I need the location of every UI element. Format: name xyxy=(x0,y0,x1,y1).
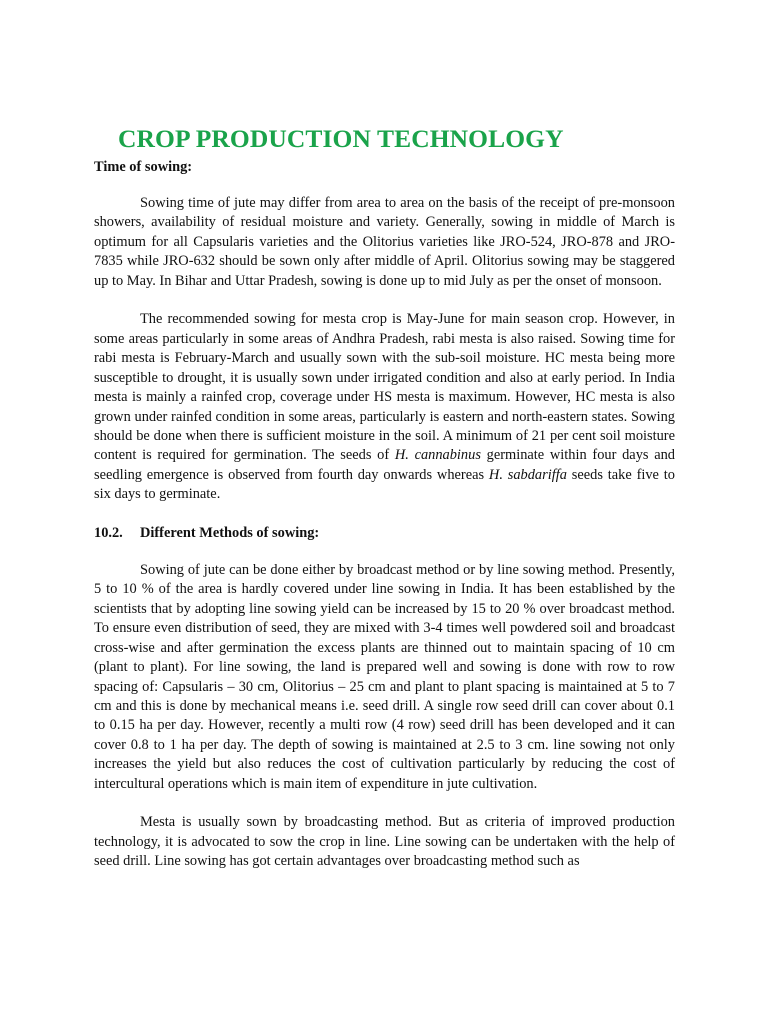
species-name: H. cannabinus xyxy=(394,447,481,464)
paragraph-jute-sowing-methods: Sowing of jute can be done either by broadcast method or by line sowing method. Presently, 5 to 10 % of the area is hardly covered under line sowing in India. It has been established by the scientists that by adopting line sowing yield can be increased by 15 to 20 % over broadcast method. To ensure even distribution of seed, they are mixed with 3-4 times well powdered soil and broadcast cross-wise and after germination the excess plants are thinned out to maintain spacing of 10 cm (plant to plant). For line sowing, the land is prepared well and sowing is done with row to row spacing of: Capsularis – 30 cm, Olitorius – 25 cm and plant to plant spacing is maintained at 5 to 7 cm and this is done by mechanical means i.e. seed drill. A single row seed drill can cover about 0.1 to 0.15 ha per day. However, recently a multi row (4 row) seed drill has been developed and it can cover 0.8 to 1 ha per day. The depth of sowing is maintained at 2.5 to 3 cm. line sowing not only increases the yield but also reduces the cost of cultivation particularly by reducing the cost of intercultural operations which is main item of expenditure in jute cultivation. xyxy=(94,561,675,792)
document-title: CROP PRODUCTION TECHNOLOGY xyxy=(118,124,564,153)
paragraph-mesta-sowing-methods: Mesta is usually sown by broadcasting method. But as criteria of improved production technology, it is advocated to sow the crop in line. Line sowing can be undertaken with the help of seed drill. Line sowing has got certain advantages over broadcasting method such as xyxy=(94,814,675,870)
section-title: Different Methods of sowing: xyxy=(140,524,320,541)
paragraph-jute-sowing-time: Sowing time of jute may differ from area to area on the basis of the receipt of pre-monsoon showers, availability of residual moisture and variety. Generally, sowing in middle of March is optimum for all Capsularis varieties and the Olitorius varieties like JRO-524, JRO-878 and JRO-7835 while JRO-632 should be sown only after middle of April. Olitorius sowing may be staggered up to May. In Bihar and Uttar Pradesh, sowing is done up to mid July as per the onset of monsoon. xyxy=(94,195,675,289)
paragraph-text: seeds take five to six days to germinate. xyxy=(94,466,675,503)
section-heading-time-of-sowing: Time of sowing: xyxy=(94,159,193,175)
section-heading-methods-of-sowing xyxy=(94,524,675,543)
paragraph-text: germinate within four days and seedling emergence is observed from fourth day onwards whereas xyxy=(94,447,675,483)
species-name: H. sabdariffa xyxy=(488,466,567,483)
section-number: 10.2. xyxy=(94,524,123,541)
paragraph-mesta-sowing-time xyxy=(94,310,675,505)
paragraph-text: The recommended sowing for mesta crop is May-June for main season crop. However, in some areas particularly in some areas of Andhra Pradesh, rabi mesta is also raised. Sowing time for rabi mesta is February-March and usually sown with the sub-soil moisture. HC mesta being more susceptible to drought, it is usually sown under irrigated condition and also at early period. In India mesta is mainly a rainfed crop, coverage under HS mesta is maximum. However, HC mesta is also grown under rainfed condition in some areas, particularly is eastern and north-eastern states. Sowing should be done when there is sufficient moisture in the soil. A minimum of 21 per cent soil moisture content is required for germination. The seeds of xyxy=(94,311,675,464)
document-body xyxy=(94,122,675,872)
